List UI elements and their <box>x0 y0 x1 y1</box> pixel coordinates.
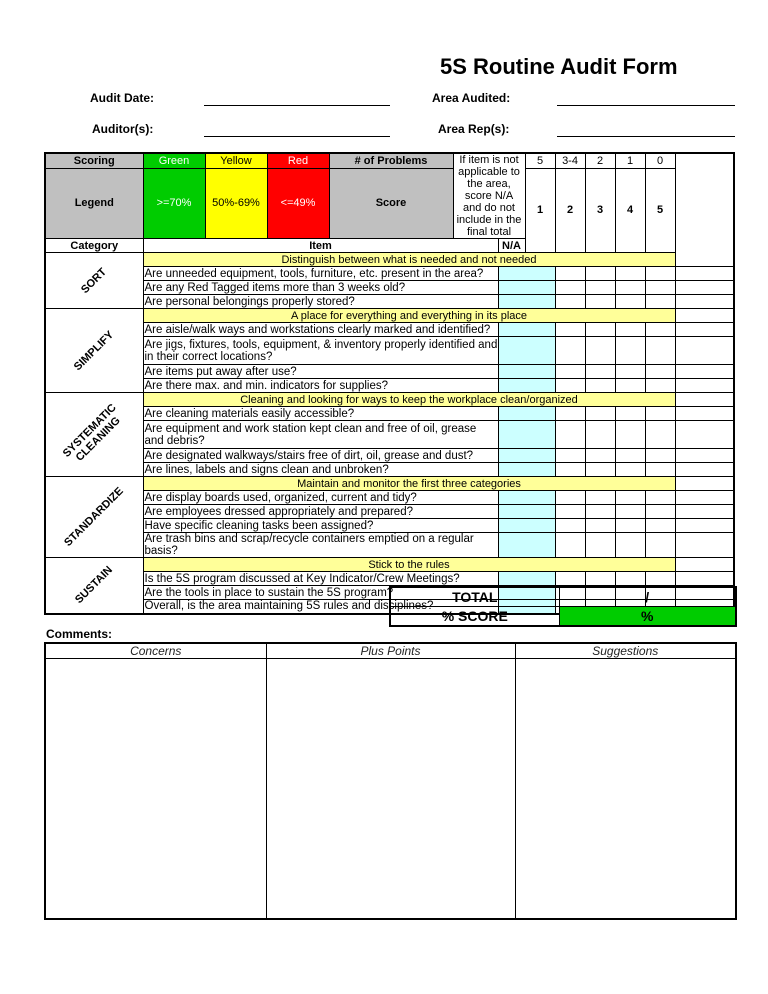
na-note: If item is not applicable to the area, score N/A and do not include in the final total <box>453 153 525 239</box>
audit-item-row <box>45 491 734 505</box>
comments-label: Comments: <box>46 627 113 641</box>
score-cell[interactable] <box>585 407 615 421</box>
audit-item-row <box>45 421 734 449</box>
score-cell[interactable] <box>645 505 675 519</box>
score-cell[interactable] <box>615 572 645 586</box>
audit-question: Are items put away after use? <box>143 365 498 379</box>
score-cell[interactable] <box>555 491 585 505</box>
score-cell[interactable] <box>645 337 675 365</box>
audit-question: Are designated walkways/stairs free of dirt, oil, grease and dust? <box>143 449 498 463</box>
score-cell[interactable] <box>675 337 734 365</box>
score-cell[interactable] <box>555 407 585 421</box>
totals-table <box>389 586 737 627</box>
category-standardize <box>45 477 143 558</box>
score-value: 1 <box>525 168 555 253</box>
score-cell[interactable] <box>645 295 675 309</box>
audit-question: Are jigs, fixtures, tools, equipment, & inventory properly identified and in their correct locations? <box>144 338 498 363</box>
na-cell[interactable] <box>498 449 555 463</box>
score-cell[interactable] <box>645 572 675 586</box>
score-cell[interactable] <box>675 379 734 393</box>
na-cell[interactable] <box>498 572 555 586</box>
score-cell[interactable] <box>555 365 585 379</box>
plus-points-header: Plus Points <box>266 643 515 659</box>
audit-question: Have specific cleaning tasks been assigned? <box>143 519 498 533</box>
score-cell[interactable] <box>645 323 675 337</box>
score-cell[interactable] <box>555 421 585 449</box>
audit-question: Are any Red Tagged items more than 3 weeks old? <box>143 281 498 295</box>
audit-item-row <box>45 533 734 558</box>
audit-question: Are lines, labels and signs clean and unbroken? <box>143 463 498 477</box>
score-cell[interactable] <box>615 407 645 421</box>
audit-item-row <box>45 295 734 309</box>
score-cell[interactable] <box>585 281 615 295</box>
na-cell[interactable] <box>498 323 555 337</box>
score-cell[interactable] <box>585 379 615 393</box>
score-cell[interactable] <box>555 379 585 393</box>
problems-label: # of Problems <box>329 153 453 168</box>
score-cell[interactable] <box>615 463 645 477</box>
na-cell[interactable] <box>498 337 555 365</box>
score-cell[interactable] <box>645 267 675 281</box>
score-cell[interactable] <box>675 463 734 477</box>
section-heading: Stick to the rules <box>143 558 675 572</box>
score-cell[interactable] <box>555 505 585 519</box>
audit-question: Overall, is the area maintaining 5S rules and disciplines? <box>143 600 498 614</box>
comments-table <box>44 642 737 920</box>
score-cell[interactable] <box>555 267 585 281</box>
category-label: STANDARDIZE <box>62 485 127 549</box>
audit-question: Are unneeded equipment, tools, furniture, etc. present in the area? <box>143 267 498 281</box>
score-cell[interactable] <box>555 449 585 463</box>
legend-green-value: >=70% <box>143 168 205 239</box>
problem-count: 2 <box>585 153 615 168</box>
score-cell[interactable] <box>585 365 615 379</box>
audit-item-row <box>45 267 734 281</box>
na-cell[interactable] <box>498 491 555 505</box>
problem-count: 3-4 <box>555 153 585 168</box>
plus-points-box[interactable] <box>266 659 515 920</box>
legend-yellow-label: Yellow <box>205 153 267 168</box>
score-value: 2 <box>555 168 585 253</box>
audit-item-row <box>45 572 734 586</box>
auditors-label: Auditor(s): <box>92 122 154 136</box>
item-header: Item <box>143 239 498 253</box>
score-cell[interactable] <box>585 505 615 519</box>
audit-question: Are display boards used, organized, current and tidy? <box>143 491 498 505</box>
area-audited-label: Area Audited: <box>432 91 511 105</box>
na-cell[interactable] <box>498 267 555 281</box>
score-percent-label: % SCORE <box>390 607 559 627</box>
score-cell[interactable] <box>645 491 675 505</box>
category-sort <box>45 253 143 309</box>
score-cell[interactable] <box>555 533 585 558</box>
audit-question: Are employees dressed appropriately and prepared? <box>143 505 498 519</box>
score-cell[interactable] <box>645 407 675 421</box>
auditors-field[interactable] <box>204 136 390 137</box>
audit-table <box>44 152 735 615</box>
legend-yellow-value: 50%-69% <box>205 168 267 239</box>
section-heading: Distinguish between what is needed and not needed <box>143 253 675 267</box>
category-label: SIMPLIFY <box>72 328 117 373</box>
legend-green-label: Green <box>143 153 205 168</box>
category-label: SUSTAIN <box>73 564 116 607</box>
audit-item-row <box>45 323 734 337</box>
audit-item-row <box>45 281 734 295</box>
total-label: TOTAL <box>390 587 559 607</box>
score-cell[interactable] <box>645 421 675 449</box>
legend-red-value: <=49% <box>267 168 329 239</box>
category-label: SYSTEMATIC CLEANING <box>60 401 124 464</box>
score-cell[interactable] <box>585 267 615 281</box>
category-systematic-cleaning <box>45 393 143 477</box>
score-cell[interactable] <box>645 365 675 379</box>
score-cell[interactable] <box>615 505 645 519</box>
score-cell[interactable] <box>585 533 615 558</box>
score-value: 5 <box>645 168 675 253</box>
score-cell[interactable] <box>645 281 675 295</box>
problem-count: 0 <box>645 153 675 168</box>
na-cell[interactable] <box>498 463 555 477</box>
score-cell[interactable] <box>615 379 645 393</box>
score-cell[interactable] <box>555 295 585 309</box>
score-cell[interactable] <box>615 365 645 379</box>
problem-count: 1 <box>615 153 645 168</box>
suggestions-box[interactable] <box>515 659 736 920</box>
score-cell[interactable] <box>675 505 734 519</box>
score-cell[interactable] <box>555 337 585 365</box>
form-title: 5S Routine Audit Form <box>440 54 678 79</box>
score-cell[interactable] <box>615 323 645 337</box>
score-value: 3 <box>585 168 615 253</box>
area-reps-field[interactable] <box>557 136 735 137</box>
audit-item-row <box>45 379 734 393</box>
score-cell[interactable] <box>555 463 585 477</box>
category-simplify <box>45 309 143 393</box>
score-cell[interactable] <box>675 449 734 463</box>
audit-question: Are trash bins and scrap/recycle containers emptied on a regular basis? <box>143 533 498 558</box>
score-cell[interactable] <box>585 323 615 337</box>
category-label: SORT <box>79 265 110 296</box>
score-cell[interactable] <box>585 449 615 463</box>
audit-question: Are there max. and min. indicators for supplies? <box>143 379 498 393</box>
na-header: N/A <box>498 239 525 253</box>
audit-item-row <box>45 505 734 519</box>
score-cell[interactable] <box>675 407 734 421</box>
category-header: Category <box>45 239 143 253</box>
concerns-box[interactable] <box>45 659 266 920</box>
legend-title-2: Legend <box>45 168 143 239</box>
score-cell[interactable] <box>675 267 734 281</box>
audit-question: Are cleaning materials easily accessible? <box>143 407 498 421</box>
score-cell[interactable] <box>675 491 734 505</box>
score-cell[interactable] <box>585 463 615 477</box>
score-cell[interactable] <box>675 295 734 309</box>
score-cell[interactable] <box>615 533 645 558</box>
score-cell[interactable] <box>645 449 675 463</box>
total-value[interactable]: / <box>559 587 736 607</box>
score-cell[interactable] <box>675 421 734 449</box>
score-label: Score <box>329 168 453 239</box>
na-cell[interactable] <box>498 295 555 309</box>
score-cell[interactable] <box>555 572 585 586</box>
audit-item-row <box>45 407 734 421</box>
score-cell[interactable] <box>645 519 675 533</box>
score-cell[interactable] <box>615 421 645 449</box>
audit-item-row <box>45 365 734 379</box>
audit-question: Are personal belongings properly stored? <box>143 295 498 309</box>
concerns-header: Concerns <box>45 643 266 659</box>
score-cell[interactable] <box>675 519 734 533</box>
audit-question: Is the 5S program discussed at Key Indicator/Crew Meetings? <box>143 572 498 586</box>
audit-item-row <box>45 337 734 365</box>
section-heading: A place for everything and everything in its place <box>143 309 675 323</box>
audit-question: Are equipment and work station kept clean and free of oil, grease and debris? <box>143 421 498 449</box>
score-value: 4 <box>615 168 645 253</box>
section-heading: Maintain and monitor the first three categories <box>143 477 675 491</box>
na-cell[interactable] <box>498 379 555 393</box>
score-cell[interactable] <box>555 323 585 337</box>
audit-date-field[interactable] <box>204 105 390 106</box>
score-cell[interactable] <box>585 337 615 365</box>
score-percent-value[interactable]: % <box>559 607 736 627</box>
score-cell[interactable] <box>645 463 675 477</box>
score-cell[interactable] <box>615 295 645 309</box>
score-cell[interactable] <box>585 519 615 533</box>
na-cell[interactable] <box>498 365 555 379</box>
na-cell[interactable] <box>498 421 555 449</box>
na-cell[interactable] <box>498 519 555 533</box>
score-cell[interactable] <box>675 323 734 337</box>
score-cell[interactable] <box>555 281 585 295</box>
score-cell[interactable] <box>615 519 645 533</box>
score-cell[interactable] <box>615 267 645 281</box>
score-cell[interactable] <box>615 449 645 463</box>
area-reps-label: Area Rep(s): <box>438 122 510 136</box>
audit-item-row <box>45 449 734 463</box>
score-cell[interactable] <box>615 281 645 295</box>
audit-question: Are the tools in place to sustain the 5S program? <box>143 586 498 600</box>
score-cell[interactable] <box>675 365 734 379</box>
score-cell[interactable] <box>675 533 734 558</box>
score-cell[interactable] <box>615 491 645 505</box>
section-heading: Cleaning and looking for ways to keep the workplace clean/organized <box>143 393 675 407</box>
score-cell[interactable] <box>645 379 675 393</box>
score-cell[interactable] <box>585 421 615 449</box>
audit-question: Are aisle/walk ways and workstations clearly marked and identified? <box>143 323 498 337</box>
na-cell[interactable] <box>498 505 555 519</box>
na-cell[interactable] <box>498 407 555 421</box>
legend-red-label: Red <box>267 153 329 168</box>
audit-item-row <box>45 463 734 477</box>
suggestions-header: Suggestions <box>515 643 736 659</box>
score-cell[interactable] <box>585 572 615 586</box>
score-cell[interactable] <box>585 491 615 505</box>
na-cell[interactable] <box>498 533 555 558</box>
score-cell[interactable] <box>675 281 734 295</box>
score-cell[interactable] <box>555 519 585 533</box>
score-cell[interactable] <box>645 533 675 558</box>
score-cell[interactable] <box>585 295 615 309</box>
category-sustain <box>45 558 143 614</box>
audit-date-label: Audit Date: <box>90 91 154 105</box>
legend-title: Scoring <box>45 153 143 168</box>
score-cell[interactable] <box>675 572 734 586</box>
audit-item-row <box>45 519 734 533</box>
area-audited-field[interactable] <box>557 105 735 106</box>
score-cell[interactable] <box>615 337 645 365</box>
na-cell[interactable] <box>498 281 555 295</box>
problem-count: 5 <box>525 153 555 168</box>
